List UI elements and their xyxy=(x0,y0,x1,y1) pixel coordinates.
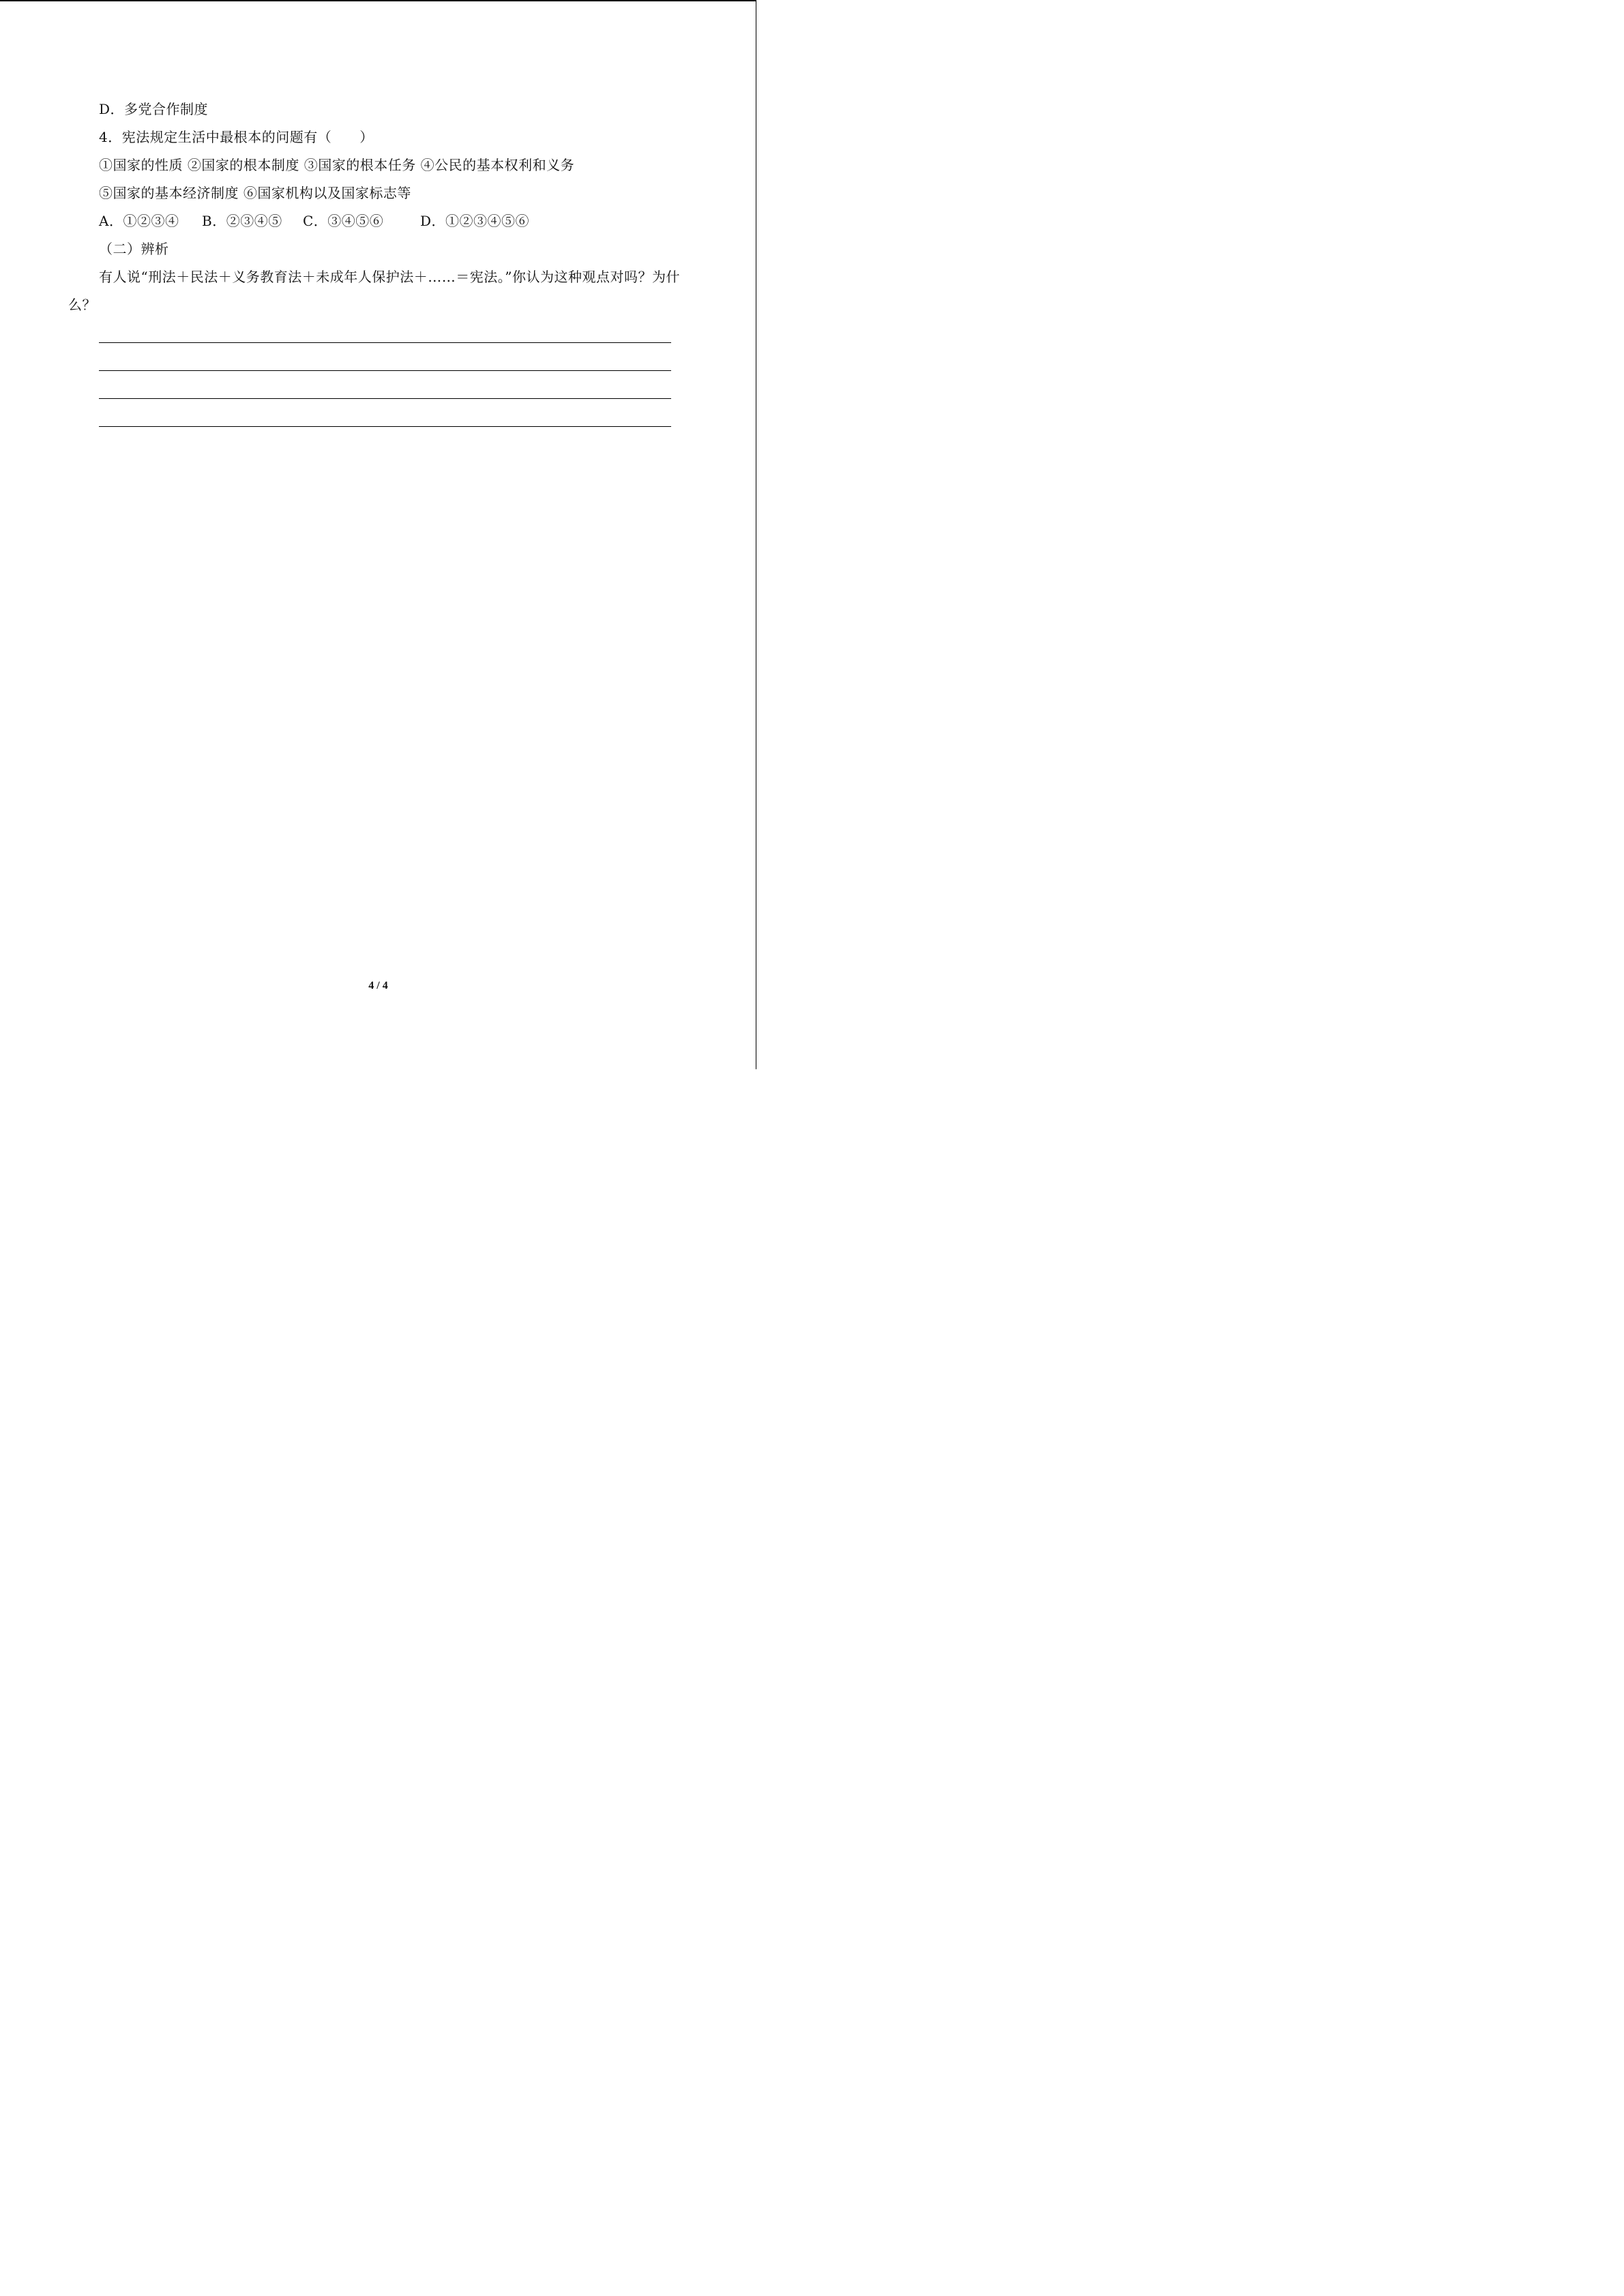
q4-option-d: D．①②③④⑤⑥ xyxy=(420,213,530,229)
q4-stem: 4．宪法规定生活中最根本的问题有（ ） xyxy=(99,129,374,145)
analysis-prompt: 有人说“刑法＋民法＋义务教育法＋未成年人保护法＋……＝宪法。”你认为这种观点对吗？为什么？ xyxy=(68,269,680,313)
page-number: 4 / 4 xyxy=(368,980,388,992)
answer-line[interactable] xyxy=(99,426,671,427)
answer-line[interactable] xyxy=(99,370,671,371)
answer-line[interactable] xyxy=(99,342,671,343)
answer-line[interactable] xyxy=(99,398,671,399)
q4-items-line1: ①国家的性质 ②国家的根本制度 ③国家的根本任务 ④公民的基本权利和义务 xyxy=(99,157,575,173)
q4-options xyxy=(99,213,529,229)
q4-option-b: B．②③④⑤ xyxy=(202,213,282,229)
q4-option-a: A．①②③④ xyxy=(99,213,179,229)
q4-items-line2: ⑤国家的基本经济制度 ⑥国家机构以及国家标志等 xyxy=(99,185,411,201)
q3-option-d: D．多党合作制度 xyxy=(99,101,209,117)
q4-option-c: C．③④⑤⑥ xyxy=(303,213,384,229)
section-heading: （二）辨析 xyxy=(99,241,169,257)
